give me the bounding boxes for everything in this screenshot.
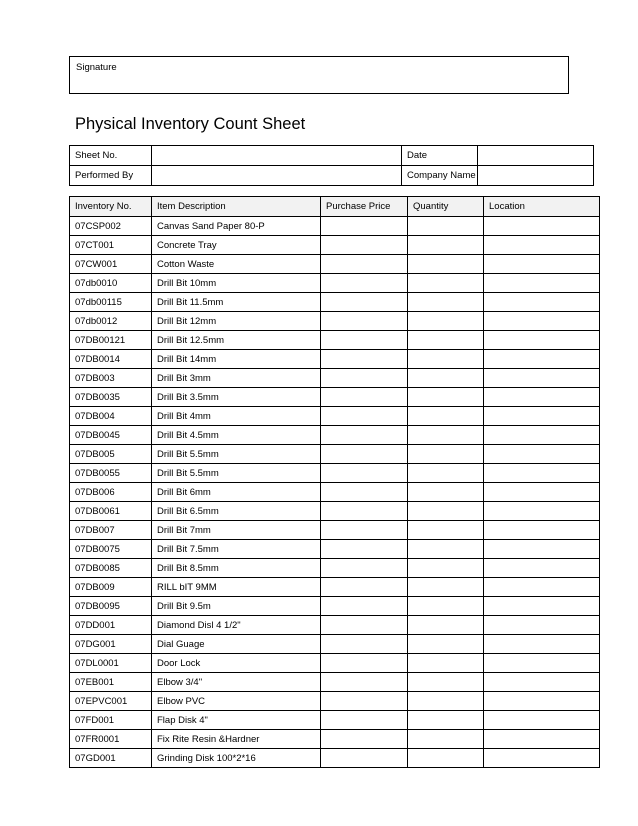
sheet-info-row [70,146,594,166]
location-cell[interactable] [484,255,600,274]
inventory-number-cell: 07DB004 [70,407,152,426]
inventory-number-cell: 07DB0061 [70,502,152,521]
purchase-price-cell[interactable] [321,350,408,369]
inventory-number-cell: 07DB009 [70,578,152,597]
quantity-cell[interactable] [408,578,484,597]
table-row [70,635,600,654]
header-item-description: Item Description [152,197,321,217]
table-row [70,730,600,749]
location-cell[interactable] [484,749,600,768]
inventory-number-cell: 07DB006 [70,483,152,502]
company-name-label: Company Name [402,166,478,186]
inventory-number-cell: 07DB00121 [70,331,152,350]
quantity-cell[interactable] [408,350,484,369]
table-row [70,578,600,597]
item-description-cell: Drill Bit 4.5mm [152,426,321,445]
performed-by-field[interactable] [152,166,402,186]
purchase-price-cell[interactable] [321,293,408,312]
item-description-cell: Drill Bit 14mm [152,350,321,369]
inventory-number-cell: 07db00115 [70,293,152,312]
location-cell[interactable] [484,407,600,426]
purchase-price-cell[interactable] [321,749,408,768]
purchase-price-cell[interactable] [321,730,408,749]
table-row [70,350,600,369]
quantity-cell[interactable] [408,654,484,673]
location-cell[interactable] [484,388,600,407]
quantity-cell[interactable] [408,521,484,540]
table-row [70,597,600,616]
inventory-number-cell: 07DB0075 [70,540,152,559]
item-description-cell: Drill Bit 3.5mm [152,388,321,407]
purchase-price-cell[interactable] [321,559,408,578]
item-description-cell: Drill Bit 6mm [152,483,321,502]
purchase-price-cell[interactable] [321,331,408,350]
location-cell[interactable] [484,483,600,502]
table-row [70,236,600,255]
page-title: Physical Inventory Count Sheet [75,115,306,133]
quantity-cell[interactable] [408,293,484,312]
performed-by-label: Performed By [70,166,152,186]
item-description-cell: Flap Disk 4" [152,711,321,730]
quantity-cell[interactable] [408,445,484,464]
table-row [70,616,600,635]
inventory-table-body [70,197,600,768]
quantity-cell[interactable] [408,711,484,730]
purchase-price-cell[interactable] [321,236,408,255]
inventory-number-cell: 07DB0085 [70,559,152,578]
inventory-number-cell: 07DB0095 [70,597,152,616]
inventory-number-cell: 07DB0035 [70,388,152,407]
date-label: Date [402,146,478,166]
item-description-cell: Canvas Sand Paper 80-P [152,217,321,236]
inventory-number-cell: 07DB0014 [70,350,152,369]
date-field[interactable] [478,146,594,166]
item-description-cell: Drill Bit 3mm [152,369,321,388]
inventory-number-cell: 07DB005 [70,445,152,464]
purchase-price-cell[interactable] [321,540,408,559]
item-description-cell: Drill Bit 12.5mm [152,331,321,350]
sheet-no-label: Sheet No. [70,146,152,166]
quantity-cell[interactable] [408,331,484,350]
table-row [70,692,600,711]
quantity-cell[interactable] [408,388,484,407]
item-description-cell: Grinding Disk 100*2*16 [152,749,321,768]
table-row [70,559,600,578]
table-row [70,483,600,502]
inventory-table [69,196,600,768]
inventory-number-cell: 07EPVC001 [70,692,152,711]
item-description-cell: Cotton Waste [152,255,321,274]
location-cell[interactable] [484,559,600,578]
quantity-cell[interactable] [408,597,484,616]
quantity-cell[interactable] [408,616,484,635]
item-description-cell: Drill Bit 12mm [152,312,321,331]
quantity-cell[interactable] [408,502,484,521]
quantity-cell[interactable] [408,483,484,502]
location-cell[interactable] [484,445,600,464]
table-row [70,711,600,730]
location-cell[interactable] [484,502,600,521]
quantity-cell[interactable] [408,673,484,692]
inventory-number-cell: 07CT001 [70,236,152,255]
location-cell[interactable] [484,217,600,236]
purchase-price-cell[interactable] [321,407,408,426]
inventory-number-cell: 07DB0055 [70,464,152,483]
location-cell[interactable] [484,692,600,711]
quantity-cell[interactable] [408,236,484,255]
table-row [70,654,600,673]
purchase-price-cell[interactable] [321,692,408,711]
inventory-number-cell: 07DB0045 [70,426,152,445]
location-cell[interactable] [484,635,600,654]
item-description-cell: Drill Bit 7mm [152,521,321,540]
item-description-cell: Drill Bit 4mm [152,407,321,426]
location-cell[interactable] [484,730,600,749]
table-row [70,255,600,274]
location-cell[interactable] [484,578,600,597]
item-description-cell: Drill Bit 5.5mm [152,464,321,483]
purchase-price-cell[interactable] [321,445,408,464]
quantity-cell[interactable] [408,426,484,445]
purchase-price-cell[interactable] [321,654,408,673]
location-cell[interactable] [484,426,600,445]
location-cell[interactable] [484,331,600,350]
item-description-cell: Diamond Disl 4 1/2" [152,616,321,635]
purchase-price-cell[interactable] [321,521,408,540]
header-purchase-price: Purchase Price [321,197,408,217]
header-inventory-no: Inventory No. [70,197,152,217]
purchase-price-cell[interactable] [321,673,408,692]
purchase-price-cell[interactable] [321,578,408,597]
purchase-price-cell[interactable] [321,217,408,236]
location-cell[interactable] [484,673,600,692]
location-cell[interactable] [484,464,600,483]
signature-label: Signature [76,62,117,73]
purchase-price-cell[interactable] [321,312,408,331]
inventory-number-cell: 07FR0001 [70,730,152,749]
sheet-info-row [70,166,594,186]
inventory-number-cell: 07FD001 [70,711,152,730]
table-row [70,464,600,483]
purchase-price-cell[interactable] [321,502,408,521]
item-description-cell: Drill Bit 6.5mm [152,502,321,521]
header-location: Location [484,197,600,217]
table-row [70,293,600,312]
item-description-cell: Elbow PVC [152,692,321,711]
table-row [70,217,600,236]
quantity-cell[interactable] [408,217,484,236]
quantity-cell[interactable] [408,464,484,483]
table-row [70,673,600,692]
purchase-price-cell[interactable] [321,274,408,293]
quantity-cell[interactable] [408,692,484,711]
item-description-cell: Drill Bit 8.5mm [152,559,321,578]
location-cell[interactable] [484,616,600,635]
purchase-price-cell[interactable] [321,369,408,388]
purchase-price-cell[interactable] [321,426,408,445]
quantity-cell[interactable] [408,749,484,768]
purchase-price-cell[interactable] [321,388,408,407]
item-description-cell: Elbow 3/4" [152,673,321,692]
header-quantity: Quantity [408,197,484,217]
inventory-number-cell: 07DB007 [70,521,152,540]
sheet-info-table [69,145,594,186]
signature-box[interactable] [69,56,569,94]
location-cell[interactable] [484,274,600,293]
purchase-price-cell[interactable] [321,635,408,654]
inventory-number-cell: 07DD001 [70,616,152,635]
inventory-number-cell: 07CW001 [70,255,152,274]
table-row [70,540,600,559]
location-cell[interactable] [484,711,600,730]
quantity-cell[interactable] [408,255,484,274]
item-description-cell: Fix Rite Resin &Hardner [152,730,321,749]
inventory-number-cell: 07GD001 [70,749,152,768]
quantity-cell[interactable] [408,635,484,654]
inventory-number-cell: 07EB001 [70,673,152,692]
purchase-price-cell[interactable] [321,464,408,483]
inventory-number-cell: 07CSP002 [70,217,152,236]
quantity-cell[interactable] [408,274,484,293]
sheet-no-field[interactable] [152,146,402,166]
table-row [70,369,600,388]
table-row [70,749,600,768]
table-row [70,388,600,407]
table-row [70,521,600,540]
location-cell[interactable] [484,597,600,616]
quantity-cell[interactable] [408,369,484,388]
location-cell[interactable] [484,540,600,559]
quantity-cell[interactable] [408,407,484,426]
location-cell[interactable] [484,293,600,312]
location-cell[interactable] [484,312,600,331]
item-description-cell: Drill Bit 9.5m [152,597,321,616]
location-cell[interactable] [484,654,600,673]
quantity-cell[interactable] [408,730,484,749]
table-row [70,274,600,293]
item-description-cell: Concrete Tray [152,236,321,255]
inventory-number-cell: 07db0012 [70,312,152,331]
inventory-number-cell: 07DL0001 [70,654,152,673]
quantity-cell[interactable] [408,559,484,578]
table-row [70,312,600,331]
inventory-number-cell: 07DB003 [70,369,152,388]
inventory-number-cell: 07DG001 [70,635,152,654]
location-cell[interactable] [484,350,600,369]
item-description-cell: Drill Bit 10mm [152,274,321,293]
purchase-price-cell[interactable] [321,255,408,274]
item-description-cell: RILL bIT 9MM [152,578,321,597]
item-description-cell: Dial Guage [152,635,321,654]
table-row [70,407,600,426]
company-name-field[interactable] [478,166,594,186]
purchase-price-cell[interactable] [321,597,408,616]
purchase-price-cell[interactable] [321,483,408,502]
inventory-header-row [70,197,600,217]
item-description-cell: Drill Bit 7.5mm [152,540,321,559]
location-cell[interactable] [484,369,600,388]
item-description-cell: Door Lock [152,654,321,673]
item-description-cell: Drill Bit 5.5mm [152,445,321,464]
location-cell[interactable] [484,521,600,540]
purchase-price-cell[interactable] [321,616,408,635]
quantity-cell[interactable] [408,540,484,559]
purchase-price-cell[interactable] [321,711,408,730]
table-row [70,426,600,445]
table-row [70,502,600,521]
quantity-cell[interactable] [408,312,484,331]
table-row [70,445,600,464]
table-row [70,331,600,350]
inventory-number-cell: 07db0010 [70,274,152,293]
item-description-cell: Drill Bit 11.5mm [152,293,321,312]
location-cell[interactable] [484,236,600,255]
